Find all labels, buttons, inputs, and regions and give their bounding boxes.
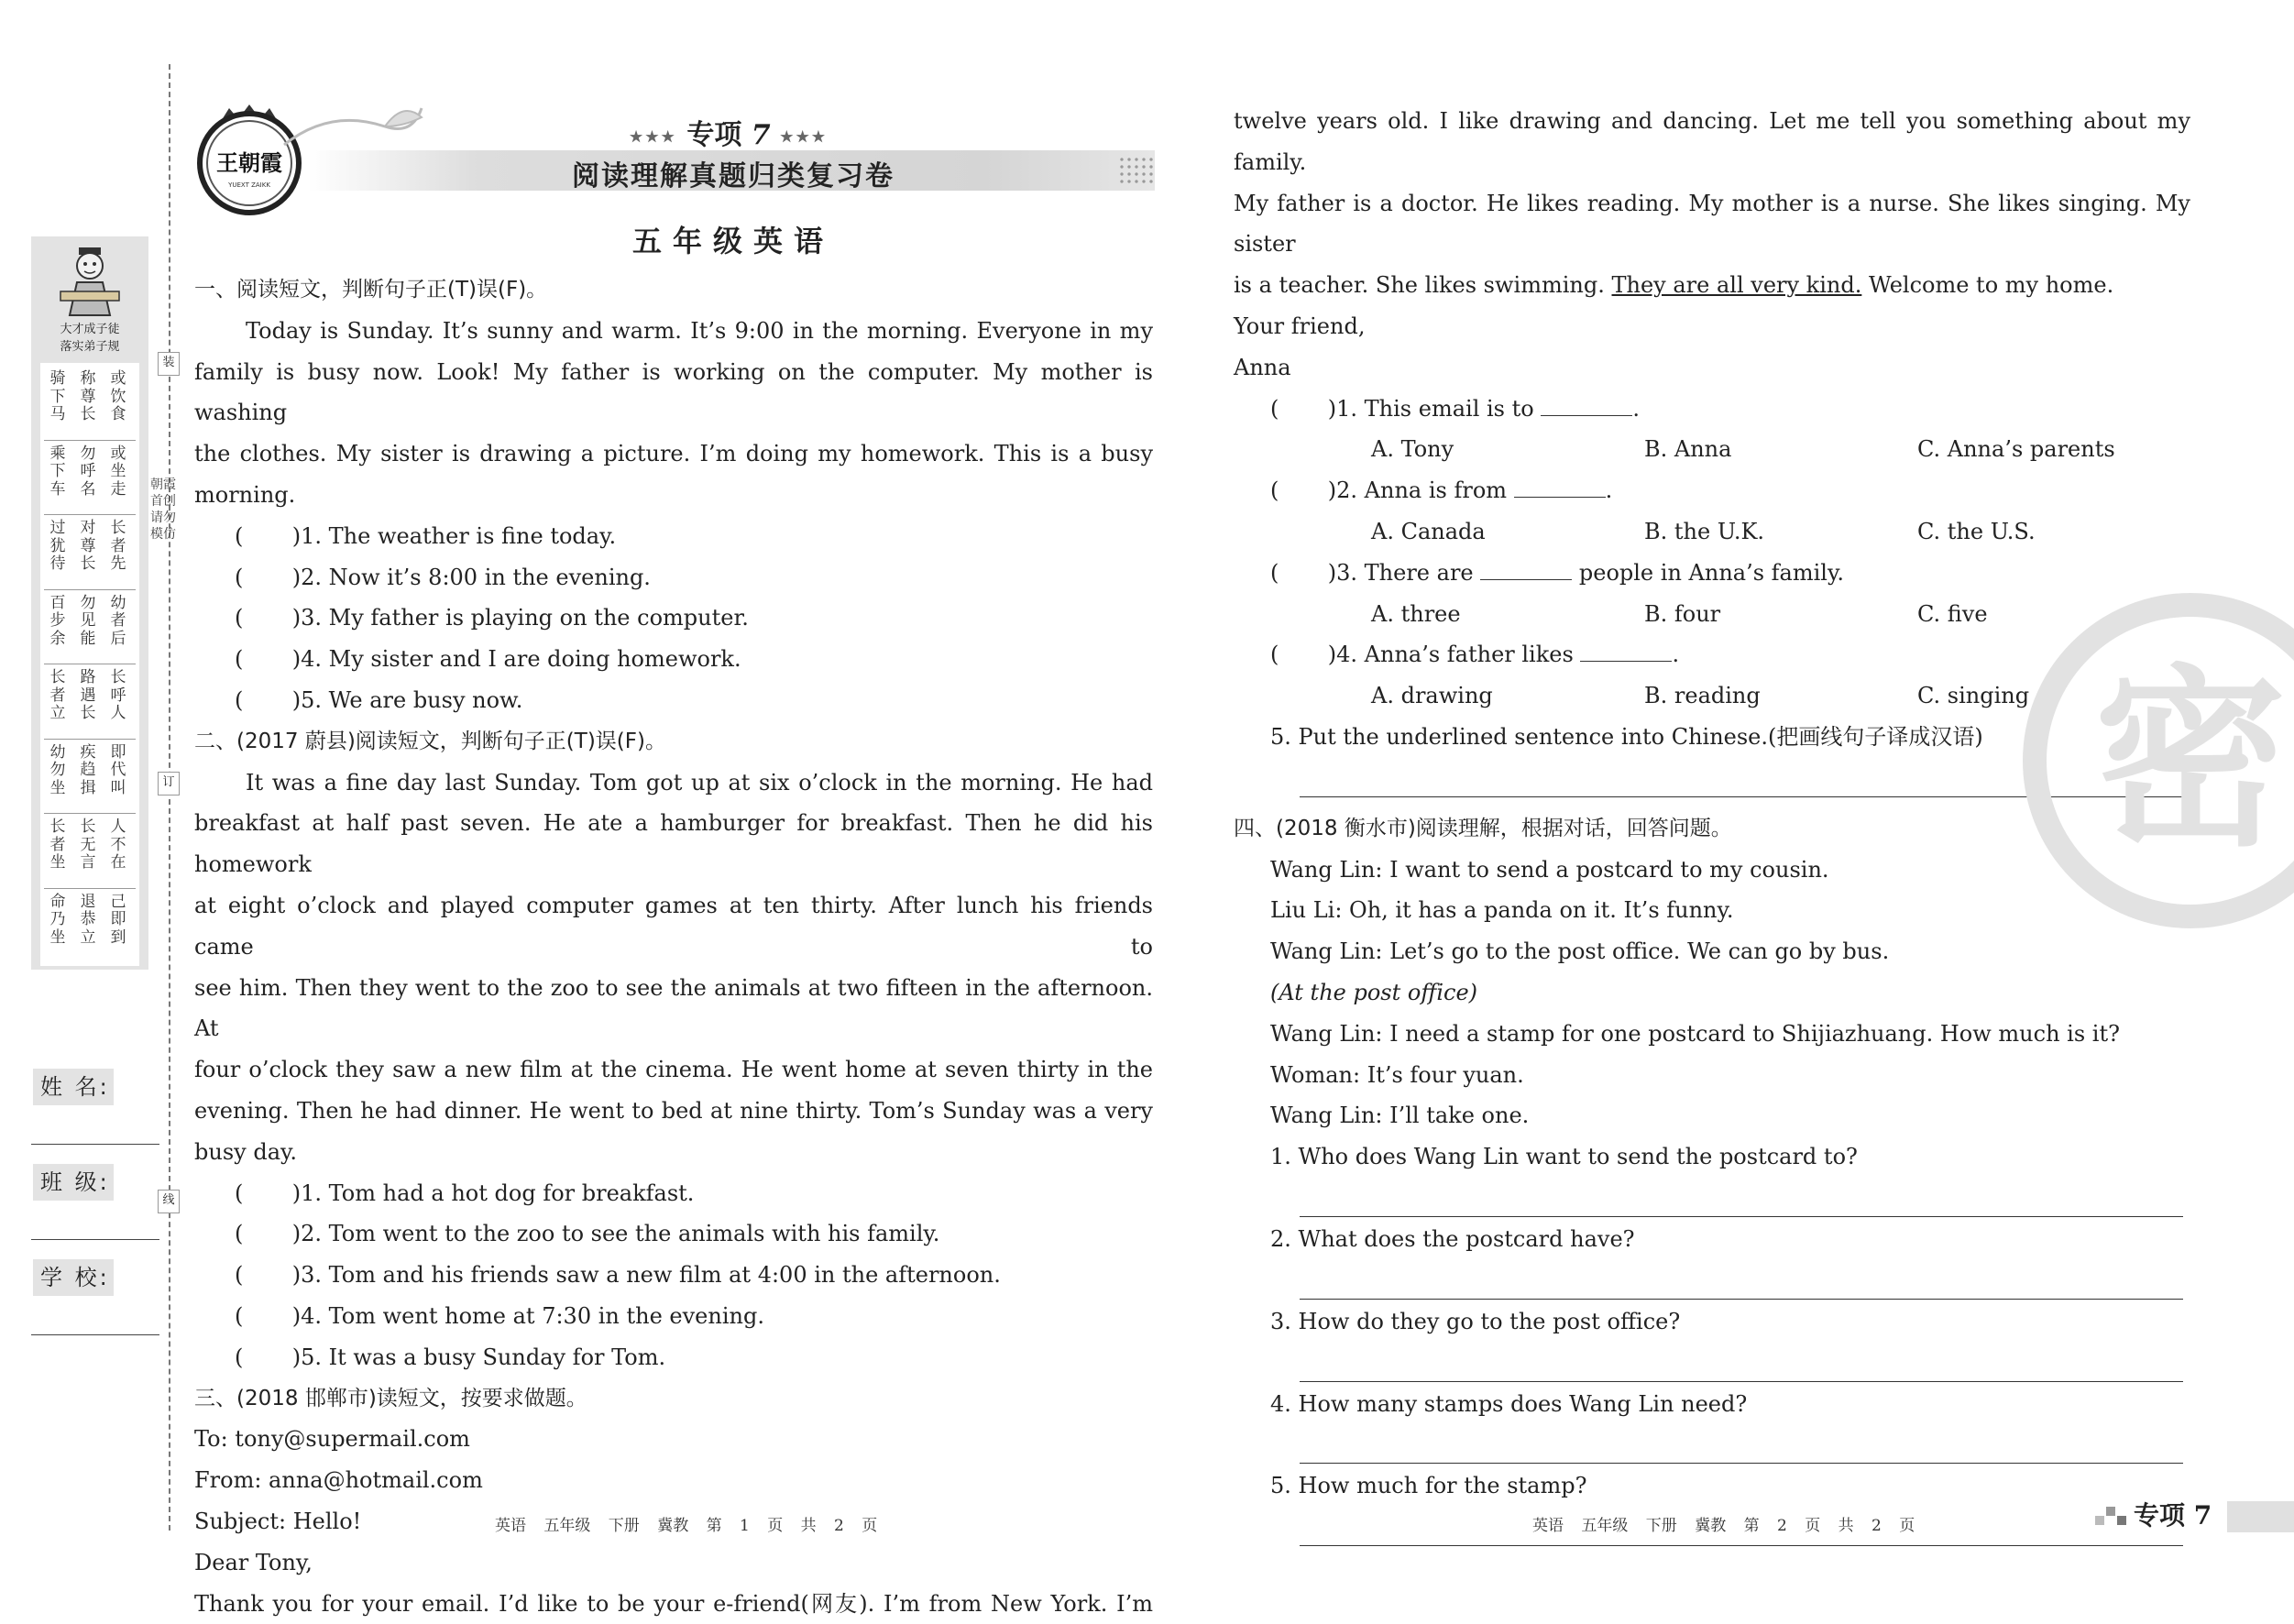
choice-question[interactable] [1234, 470, 2190, 511]
passage-line: busy day. [194, 1132, 1153, 1173]
scholar-figure-icon [51, 242, 128, 319]
question-stem: ( )3. There are [1270, 560, 1480, 586]
motto-phrase: 骑下马 [48, 370, 68, 424]
question-stem: people in Anna’s family. [1572, 560, 1844, 586]
fill-blank[interactable] [1541, 395, 1632, 416]
email-body-line: twelve years old. I like drawing and dancing. Let me tell you something about my family. [1234, 101, 2190, 183]
motto-phrase: 百步余 [48, 595, 68, 649]
motto-heading [37, 321, 143, 356]
judge-question[interactable]: ( )4. My sister and I are doing homework. [194, 639, 1153, 680]
passage-line: four o’clock they saw a new film at the cinema. He went home at seven thirty in the [194, 1049, 1153, 1091]
option[interactable]: B. the U.K. [1644, 511, 1917, 553]
option[interactable]: C. Anna’s parents [1917, 429, 2190, 470]
page-footer-right: 英语 五年级 下册 冀教 第 2 页 共 2 页 [1532, 1512, 1915, 1535]
question-stem: . [1632, 396, 1640, 422]
paper-title: 阅读理解真题归类复习卷 [458, 153, 1008, 193]
passage-line: It was a fine day last Sunday. Tom got up at six o’clock in the morning. He had [194, 763, 1153, 804]
motto-divider [44, 514, 136, 515]
judge-question[interactable]: ( )3. Tom and his friends saw a new film at 4:00 in the afternoon. [194, 1255, 1153, 1296]
fill-blank[interactable] [1480, 559, 1572, 580]
section-1-heading: 一、阅读短文，判断句子正(T)误(F)。 [194, 269, 1153, 311]
question-stem: . [1606, 477, 1613, 503]
seal-char: 密 [2094, 648, 2287, 872]
dialogue-line: Liu Li: Oh, it has a panda on it. It’s funny. [1234, 890, 2190, 931]
option[interactable]: B. reading [1644, 675, 1917, 717]
left-column [194, 269, 1153, 1624]
email-text: Welcome to my home. [1861, 272, 2113, 298]
email-line: Subject: Hello! [194, 1501, 1153, 1542]
motto-phrase: 人不在 [108, 818, 128, 872]
passage-line: breakfast at half past seven. He ate a hamburger for breakfast. Then he did his homework [194, 803, 1153, 885]
topic-footer: 专项 7 [2134, 1496, 2212, 1532]
motto-phrase: 乘下车 [48, 445, 68, 499]
motto-grid [40, 363, 139, 966]
email-text: is a teacher. She likes swimming. [1234, 272, 1612, 298]
motto-phrase: 或坐走 [108, 445, 128, 499]
motto-phrase: 称尊长 [78, 370, 98, 424]
option[interactable]: A. three [1371, 594, 1644, 635]
question-stem: . [1672, 642, 1679, 667]
binding-cut-line [169, 64, 170, 1531]
motto-phrase: 幼者后 [108, 595, 128, 649]
class-field[interactable] [31, 1239, 159, 1240]
judge-question[interactable]: ( )5. We are busy now. [194, 680, 1153, 721]
fill-blank[interactable] [1580, 641, 1672, 662]
motto-phrase: 对尊长 [78, 520, 98, 574]
motto-divider [44, 813, 136, 814]
option[interactable]: C. the U.S. [1917, 511, 2190, 553]
passage-line: evening. Then he had dinner. He went to bed at nine thirty. Tom’s Sunday was a very [194, 1091, 1153, 1132]
answer-line[interactable] [1300, 1178, 2183, 1217]
motto-phrase: 疾趋揖 [78, 744, 98, 798]
passage-line: the clothes. My sister is drawing a picture. I’m doing my homework. This is a busy [194, 433, 1153, 475]
email-signature: Anna [1234, 347, 2190, 389]
dialogue-line: Wang Lin: I need a stamp for one postcard to Shijiazhuang. How much is it? [1234, 1014, 2190, 1055]
motto-phrase: 退恭立 [78, 894, 98, 948]
answer-line[interactable] [1300, 1424, 2183, 1464]
class-label: 班 级: [33, 1164, 114, 1201]
short-answer-question: 5. How much for the stamp? [1234, 1465, 2190, 1507]
ribbon-decoration-icon [275, 99, 431, 154]
motto-phrase: 长无言 [78, 818, 98, 872]
dialogue-line: Woman: It’s four yuan. [1234, 1055, 2190, 1096]
topic-number: 7 [752, 119, 771, 151]
copyright-note: 朝霞首创 请勿模仿 [150, 477, 187, 543]
school-field[interactable] [31, 1334, 159, 1335]
motto-phrase: 长者先 [108, 520, 128, 574]
email-closing: Your friend, [1234, 306, 2190, 347]
name-label: 姓 名: [33, 1069, 114, 1105]
grade-title: 五年级英语 [458, 218, 1008, 260]
stars-left: ★★★ [630, 128, 677, 146]
motto-phrase: 幼勿坐 [48, 744, 68, 798]
motto-divider [44, 589, 136, 590]
page-footer-left: 英语 五年级 下册 冀教 第 1 页 共 2 页 [495, 1512, 877, 1535]
option-row [1234, 429, 2190, 470]
option[interactable]: A. Tony [1371, 429, 1644, 470]
motto-divider [44, 739, 136, 740]
motto-phrase: 长者坐 [48, 818, 68, 872]
option[interactable]: C. singing [1917, 675, 2190, 717]
email-line: Dear Tony, [194, 1542, 1153, 1584]
motto-phrase: 即代叫 [108, 744, 128, 798]
answer-line[interactable] [1300, 1260, 2183, 1300]
option[interactable]: C. five [1917, 594, 2190, 635]
topic-label [623, 112, 834, 152]
passage-line: at eight o’clock and played computer games at ten thirty. After lunch his friends came to [194, 885, 1153, 968]
short-answer-question: 2. What does the postcard have? [1234, 1219, 2190, 1260]
short-answer-question: 4. How many stamps does Wang Lin need? [1234, 1384, 2190, 1425]
binding-tag: 装 [158, 352, 180, 376]
judge-question[interactable]: ( )3. My father is playing on the computer. [194, 598, 1153, 639]
question-stem: ( )4. Anna’s father likes [1270, 642, 1580, 667]
judge-question[interactable]: ( )2. Now it’s 8:00 in the evening. [194, 557, 1153, 598]
motto-phrase: 路遇长 [78, 669, 98, 723]
judge-question[interactable]: ( )4. Tom went home at 7:30 in the evening. [194, 1296, 1153, 1337]
email-line: To: tony@supermail.com [194, 1419, 1153, 1460]
topic-text: 专项 [686, 119, 741, 151]
underlined-sentence: They are all very kind. [1612, 272, 1862, 298]
footer-squares-icon [2095, 1503, 2128, 1527]
scene-direction: (At the post office) [1234, 972, 2190, 1014]
logo-subtext: YUEXT ZAIKK [227, 181, 270, 189]
motto-phrase: 勿呼名 [78, 445, 98, 499]
motto-phrase: 过犹待 [48, 520, 68, 574]
dialogue-line: Wang Lin: Let’s go to the post office. We can go by bus. [1234, 931, 2190, 972]
passage-line: family is busy now. Look! My father is working on the computer. My mother is washing [194, 352, 1153, 434]
judge-question[interactable]: ( )1. Tom had a hot dog for breakfast. [194, 1173, 1153, 1214]
motto-divider [44, 440, 136, 441]
option-row [1234, 511, 2190, 553]
option[interactable]: B. Anna [1644, 429, 1917, 470]
judge-question[interactable]: ( )1. The weather is fine today. [194, 516, 1153, 557]
seal-watermark-icon [2016, 587, 2294, 935]
fill-blank[interactable] [1514, 477, 1606, 498]
dialogue-line: Wang Lin: I want to send a postcard to my cousin. [1234, 850, 2190, 891]
choice-question[interactable] [1234, 389, 2190, 430]
footer-band [2227, 1501, 2294, 1532]
motto-heading-line: 落实弟子规 [37, 338, 143, 356]
binding-tag: 订 [158, 772, 180, 796]
binding-margin-panel [31, 236, 148, 970]
short-answer-question: 1. Who does Wang Lin want to send the postcard to? [1234, 1136, 2190, 1178]
section-3-heading: 三、(2018 邯郸市)读短文，按要求做题。 [194, 1378, 1153, 1420]
question-stem: ( )1. This email is to [1270, 396, 1541, 422]
logo-text: 王朝霞 [216, 149, 282, 176]
motto-phrase: 命乃坐 [48, 894, 68, 948]
name-field[interactable] [31, 1144, 159, 1145]
motto-heading-line: 大才成子徒 [37, 321, 143, 338]
motto-phrase: 己即到 [108, 894, 128, 948]
judge-question[interactable]: ( )2. Tom went to the zoo to see the animals with his family. [194, 1213, 1153, 1255]
option[interactable]: A. drawing [1371, 675, 1644, 717]
passage-line: see him. Then they went to the zoo to see the animals at two fifteen in the afternoon. At [194, 968, 1153, 1050]
email-body-line: My father is a doctor. He likes reading. My mother is a nurse. She likes singing. My sister [1234, 183, 2190, 266]
email-body-line: Thank you for your email. I’d like to be your e-friend(网友). I’m from New York. I’m [194, 1584, 1153, 1624]
motto-divider [44, 888, 136, 889]
judge-question[interactable]: ( )5. It was a busy Sunday for Tom. [194, 1337, 1153, 1378]
answer-line[interactable] [1300, 1343, 2183, 1382]
binding-tag: 线 [158, 1190, 180, 1213]
motto-phrase: 或饮食 [108, 370, 128, 424]
section-2-heading: 二、(2017 蔚县)阅读短文，判断句子正(T)误(F)。 [194, 721, 1153, 763]
dialogue-line: Wang Lin: I’ll take one. [1234, 1095, 2190, 1136]
translation-question: 5. Put the underlined sentence into Chinese.(把画线句子译成汉语) [1234, 717, 2190, 758]
school-label: 学 校: [33, 1259, 114, 1296]
short-answer-question: 3. How do they go to the post office? [1234, 1301, 2190, 1343]
option[interactable]: B. four [1644, 594, 1917, 635]
passage-line: morning. [194, 475, 1153, 516]
motto-phrase: 勿见能 [78, 595, 98, 649]
passage-line: Today is Sunday. It’s sunny and warm. It’s 9:00 in the morning. Everyone in my [194, 311, 1153, 352]
motto-phrase: 长呼人 [108, 669, 128, 723]
email-body-line [1234, 265, 2190, 306]
motto-phrase: 长者立 [48, 669, 68, 723]
section-4-heading: 四、(2018 衡水市)阅读理解，根据对话，回答问题。 [1234, 808, 2190, 850]
stars-right: ★★★ [780, 128, 828, 146]
option[interactable]: A. Canada [1371, 511, 1644, 553]
title-band-dots [1118, 156, 1155, 187]
email-line: From: anna@hotmail.com [194, 1460, 1153, 1501]
question-stem: ( )2. Anna is from [1270, 477, 1514, 503]
